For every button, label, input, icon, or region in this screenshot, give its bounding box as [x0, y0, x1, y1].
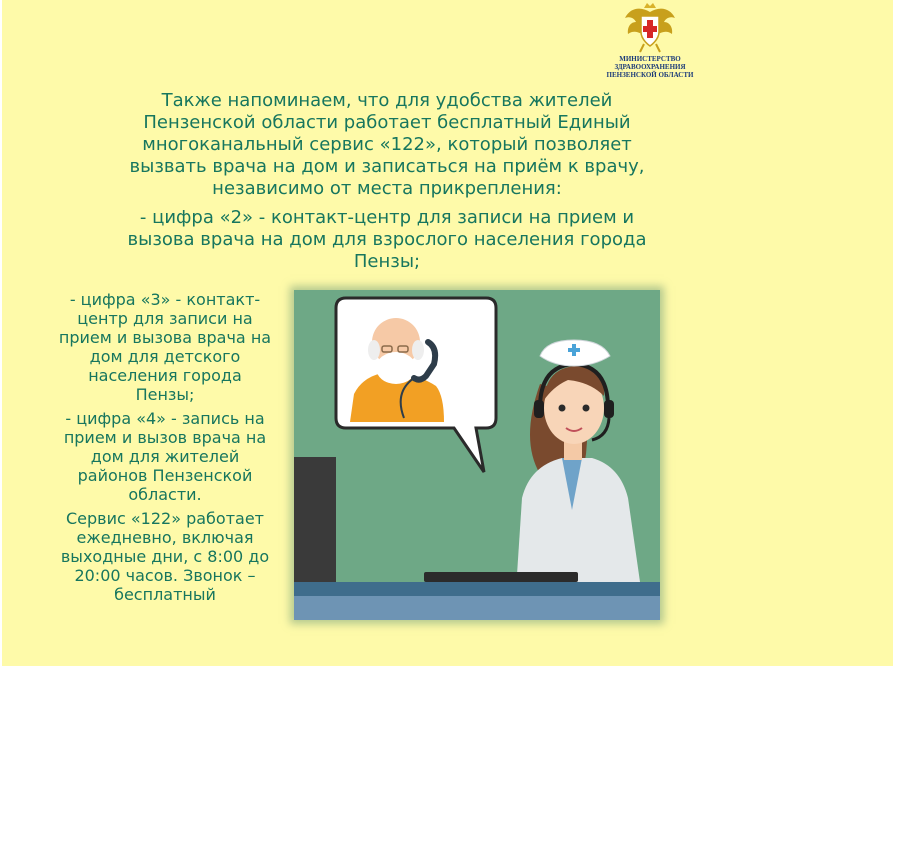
option-2-paragraph: - цифра «2» - контакт-центр для записи на прием и вызова врача на дом для взрослого населения города Пензы; [127, 207, 647, 272]
call-center-illustration [294, 290, 660, 620]
call-center-nurse-illustration [294, 290, 660, 620]
ministry-name: МИНИСТЕРСТВО ЗДРАВООХРАНЕНИЯ ПЕНЗЕНСКОЙ ОБЛАСТИ [606, 55, 694, 79]
info-slide [2, 0, 893, 666]
left-column-text [40, 290, 290, 609]
option-3-paragraph: - цифра «3» - контакт- центр для записи на прием и вызова врача на дом для детского населения города Пензы; [58, 290, 272, 404]
schedule-paragraph: Сервис «122» работает ежедневно, включая выходные дни, с 8:00 до 20:00 часов. Звонок – бесплатный [60, 509, 270, 604]
intro-paragraph: Также напоминаем, что для удобства жителей Пензенской области работает бесплатный Единый многоканальный сервис «122», который позволяет вызвать врача на дом и записаться на приём к врачу, независимо от места прикрепления: [129, 90, 645, 199]
ministry-logo [600, 2, 700, 82]
option-4-paragraph: - цифра «4» - запись на прием и вызов врача на дом для жителей районов Пензенской области. [63, 409, 267, 504]
coat-of-arms-icon [620, 2, 680, 54]
